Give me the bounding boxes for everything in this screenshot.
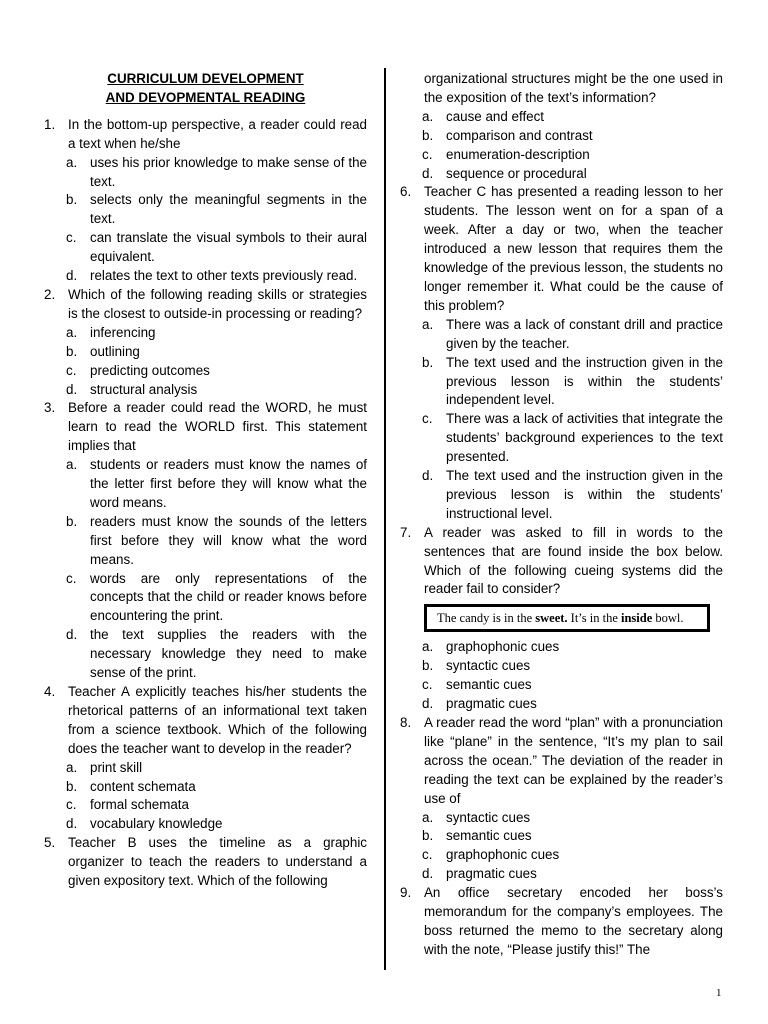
question-5 <box>44 834 367 891</box>
document-title-line-2: AND DEVOPMENTAL READING <box>105 89 306 105</box>
option-letter: c. <box>66 362 77 378</box>
option-text: can translate the visual symbols to their aural equivalent. <box>90 230 367 265</box>
option <box>44 456 367 513</box>
option-text: pragmatic cues <box>446 866 537 882</box>
option <box>44 815 367 834</box>
option-text: There was a lack of activities that integrate the students’ background experiences to the text presented. <box>446 411 723 465</box>
sentence-box-wrapper <box>400 599 723 638</box>
option-letter: b. <box>422 828 434 844</box>
option <box>44 796 367 815</box>
option-text: syntactic cues <box>446 809 531 825</box>
option-text: students or readers must know the names of the letter first before they will know what the word means. <box>90 457 367 510</box>
option <box>400 467 723 524</box>
option-letter: a. <box>66 154 78 170</box>
question-2 <box>44 286 367 324</box>
question-9 <box>400 884 723 960</box>
option-letter: c. <box>422 411 433 427</box>
option <box>400 316 723 354</box>
option <box>400 827 723 846</box>
question-stem: Before a reader could read the WORD, he must learn to read the WORLD first. This statement implies that <box>68 400 367 454</box>
option <box>44 229 367 267</box>
question-6 <box>400 183 723 315</box>
option <box>44 626 367 683</box>
option <box>400 354 723 411</box>
option <box>44 759 367 778</box>
option-letter: c. <box>422 847 433 863</box>
option <box>400 410 723 467</box>
option-letter: d. <box>66 627 78 643</box>
option-letter: a. <box>422 639 434 655</box>
document-title-line-1: CURRICULUM DEVELOPMENT <box>107 71 304 86</box>
question-number: 9. <box>400 885 412 901</box>
option <box>44 324 367 343</box>
option-letter: b. <box>422 354 434 370</box>
option-letter: c. <box>422 677 433 693</box>
option <box>400 657 723 676</box>
option <box>44 362 367 381</box>
question-1 <box>44 116 367 154</box>
option-text: cause and effect <box>446 108 545 124</box>
option-text: enumeration-description <box>446 146 590 162</box>
option-letter: d. <box>422 165 434 181</box>
option-letter: b. <box>422 127 434 143</box>
option-text: the text supplies the readers with the necessary knowledge they need to make sense of the print. <box>90 627 367 681</box>
option <box>400 146 723 165</box>
column-divider <box>384 68 386 970</box>
question-7 <box>400 524 723 600</box>
option-text: graphophonic cues <box>446 847 560 863</box>
option-letter: a. <box>422 108 434 124</box>
question-stem: Teacher A explicitly teaches his/her students the rhetorical patterns of an informational text taken from a science textbook. Which of the following does the teacher want to develop in the reader? <box>68 684 367 756</box>
left-column <box>44 70 367 891</box>
option-letter: c. <box>66 570 77 586</box>
option <box>400 809 723 828</box>
question-4 <box>44 683 367 759</box>
option <box>400 165 723 184</box>
option-letter: a. <box>66 759 78 775</box>
option <box>44 778 367 797</box>
question-stem: Teacher B uses the timeline as a graphic organizer to teach the readers to understand a given expository text. Which of the following <box>68 835 367 889</box>
option <box>400 695 723 714</box>
question-number: 1. <box>44 116 56 132</box>
option-letter: c. <box>66 230 77 246</box>
option-letter: d. <box>422 696 434 712</box>
option <box>44 381 367 400</box>
option-letter: d. <box>66 381 78 397</box>
question-stem: Teacher C has presented a reading lesson to her students. The lesson went on for a span of a week. After a day or two, when the teacher introduced a new lesson that requires them the knowledge of the previous lesson, the students no longer remember it. What could be the cause of this problem? <box>424 184 723 313</box>
option-letter: b. <box>66 513 78 529</box>
option-text: formal schemata <box>90 797 189 813</box>
option-text: inferencing <box>90 324 156 340</box>
option-text: uses his prior knowledge to make sense of the text. <box>90 154 367 189</box>
question-number: 5. <box>44 835 56 851</box>
option <box>44 513 367 570</box>
option-text: The text used and the instruction given in the previous lesson is within the students’ independent level. <box>446 354 723 408</box>
option-letter: d. <box>422 468 434 484</box>
option <box>400 846 723 865</box>
option-letter: a. <box>422 809 434 825</box>
option-text: selects only the meaningful segments in the text. <box>90 192 367 227</box>
option-text: predicting outcomes <box>90 362 210 378</box>
option-text: vocabulary knowledge <box>90 816 223 832</box>
option <box>400 127 723 146</box>
option-text: content schemata <box>90 778 196 794</box>
question-number: 7. <box>400 524 412 540</box>
option-letter: b. <box>422 658 434 674</box>
question-8 <box>400 714 723 809</box>
question-stem: Which of the following reading skills or strategies is the closest to outside-in processing or reading? <box>68 286 367 321</box>
option-text: semantic cues <box>446 828 532 844</box>
option <box>400 865 723 884</box>
option <box>44 267 367 286</box>
option-text: semantic cues <box>446 677 532 693</box>
option <box>400 108 723 127</box>
option-text: relates the text to other texts previously read. <box>90 268 358 284</box>
box-text: It’s in the <box>567 611 621 626</box>
option-text: There was a lack of constant drill and practice given by the teacher. <box>446 316 723 351</box>
right-column <box>400 70 723 960</box>
question-number: 8. <box>400 715 412 730</box>
option-letter: d. <box>66 816 78 832</box>
question-stem: A reader was asked to fill in words to the sentences that are found inside the box below. Which of the following cueing systems did the reader fail to consider? <box>424 524 723 597</box>
option <box>44 154 367 192</box>
option-letter: c. <box>66 797 77 813</box>
option-text: words are only representations of the concepts that the child or reader knows before encountering the print. <box>90 570 367 624</box>
question-number: 4. <box>44 684 56 699</box>
sentence-box <box>424 604 710 632</box>
option-letter: d. <box>66 268 78 284</box>
option-letter: a. <box>66 324 78 340</box>
option-text: outlining <box>90 343 140 359</box>
option-text: structural analysis <box>90 381 198 397</box>
option-text: readers must know the sounds of the letters first before they will know what the word means. <box>90 513 367 567</box>
option-letter: d. <box>422 866 434 882</box>
box-text: bowl. <box>652 611 684 626</box>
option <box>44 191 367 229</box>
option-text: print skill <box>90 759 143 775</box>
option-text: sequence or procedural <box>446 165 587 181</box>
option-letter: b. <box>66 778 78 794</box>
option-letter: a. <box>422 316 434 332</box>
option-letter: b. <box>66 343 78 359</box>
box-bold-word: inside <box>621 611 653 626</box>
option-text: pragmatic cues <box>446 696 537 712</box>
question-number: 3. <box>44 400 56 416</box>
box-bold-word: sweet. <box>535 611 568 626</box>
question-3 <box>44 399 367 456</box>
option <box>44 343 367 362</box>
option-letter: b. <box>66 192 78 208</box>
option <box>400 676 723 695</box>
option-letter: c. <box>422 146 433 162</box>
box-text: The candy is in the <box>437 611 536 626</box>
question-number: 6. <box>400 184 412 200</box>
question-stem: A reader read the word “plan” with a pronunciation like “plane” in the sentence, “It’s my plan to sail across the ocean.” The deviation of the reader in reading the text can be explained by the reader’s use of <box>424 715 723 806</box>
option-text: syntactic cues <box>446 658 531 674</box>
option <box>400 638 723 657</box>
option-text: The text used and the instruction given in the previous lesson is within the students’ instructional level. <box>446 468 723 521</box>
question-number: 2. <box>44 286 56 302</box>
question-stem: An office secretary encoded her boss’s memorandum for the company’s employees. The boss returned the memo to the secretary along with the note, “Please justify this!” The <box>424 885 723 957</box>
option <box>44 570 367 627</box>
question-5-continued: organizational structures might be the one used in the exposition of the text’s information? <box>424 71 723 105</box>
option-text: graphophonic cues <box>446 639 560 655</box>
question-stem: In the bottom-up perspective, a reader could read a text when he/she <box>68 116 367 151</box>
option-text: comparison and contrast <box>446 127 593 143</box>
option-letter: a. <box>66 457 78 473</box>
page-number: 1 <box>716 987 722 999</box>
